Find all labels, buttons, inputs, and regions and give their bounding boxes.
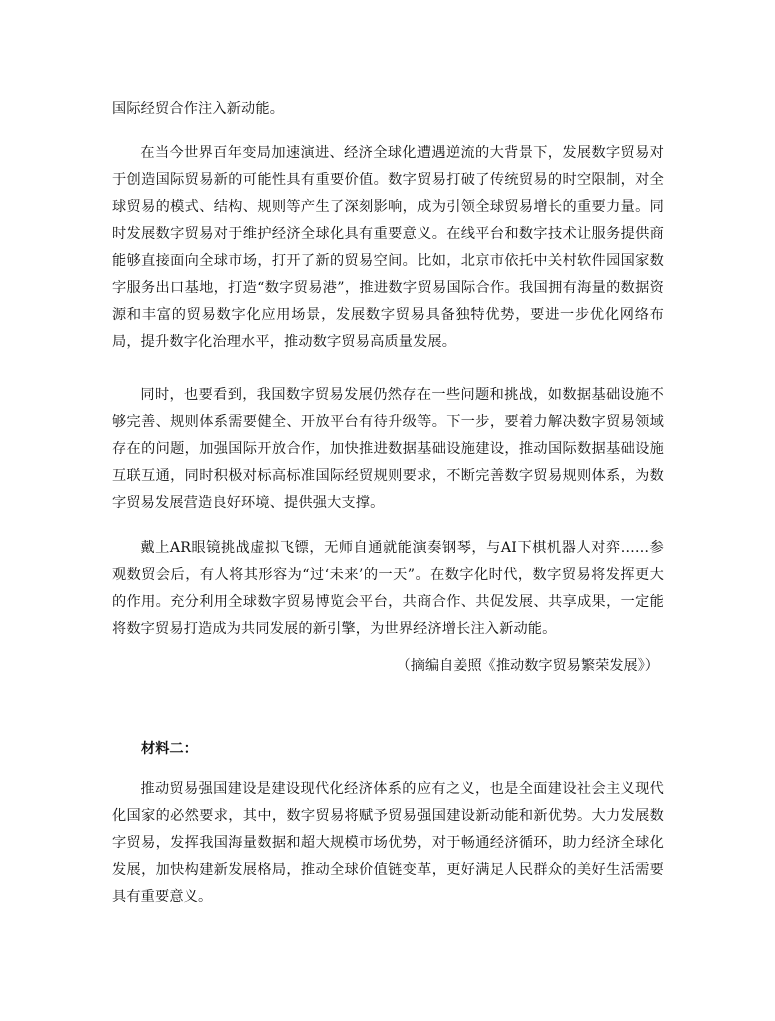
source-citation: （摘编自姜照《推动数字贸易繁荣发展》）: [396, 658, 659, 674]
paragraph-challenges: 同时，也要看到，我国数字贸易发展仍然存在一些问题和挑战，如数据基础设施不够完善、规则体系需要健全、开放平台有待升级等。下一步，要着力解决数字贸易领域存在的问题，加强国际开放合作，加快推进数据基础设施建设，推动国际数据基础设施互联互通，同时积极对标高标准国际经贸规则要求，不断完善数字贸易规则体系，为数字贸易发展营造良好环境、提供强大支撑。: [112, 387, 664, 511]
paragraph-digital-trade-value: 在当今世界百年变局加速演进、经济全球化遭遇逆流的大背景下，发展数字贸易对于创造国际贸易新的可能性具有重要价值。数字贸易打破了传统贸易的时空限制，对全球贸易的模式、结构、规则等产生了深刻影响，成为引领全球贸易增长的重要力量。同时发展数字贸易对于维护经济全球化具有重要意义。在线平台和数字技术让服务提供商能够直接面向全球市场，打开了新的贸易空间。比如，北京市依托中关村软件园国家数字服务出口基地，打造“数字贸易港”，推进数字贸易国际合作。我国拥有海量的数据资源和丰富的贸易数字化应用场景，发展数字贸易具备独特优势，要进一步优化网络布局，提升数字化治理水平，推动数字贸易高质量发展。: [112, 145, 664, 350]
section-title: 材料二：: [141, 741, 198, 757]
paragraph-expo: 戴上AR眼镜挑战虚拟飞镖，无师自通就能演奏钢琴，与AI下棋机器人对弈……参观数贸会后，有人将其形容为“过‘未来’的一天”。在数字化时代，数字贸易将发挥更大的作用。充分利用全球数字贸易博览会平台，共商合作、共促发展、共享成果，一定能将数字贸易打造成为共同发展的新引擎，为世界经济增长注入新动能。: [112, 540, 664, 637]
paragraph-continuation: 国际经贸合作注入新动能。: [112, 101, 285, 117]
paragraph-material-two: 推动贸易强国建设是建设现代化经济体系的应有之义，也是全面建设社会主义现代化国家的必然要求，其中，数字贸易将赋予贸易强国建设新动能和新优势。大力发展数字贸易，发挥我国海量数据和超大规模市场优势，对于畅通经济循环，助力经济全球化发展，加快构建新发展格局，推动全球价值链变革，更好满足人民群众的美好生活需要具有重要意义。: [112, 781, 664, 905]
